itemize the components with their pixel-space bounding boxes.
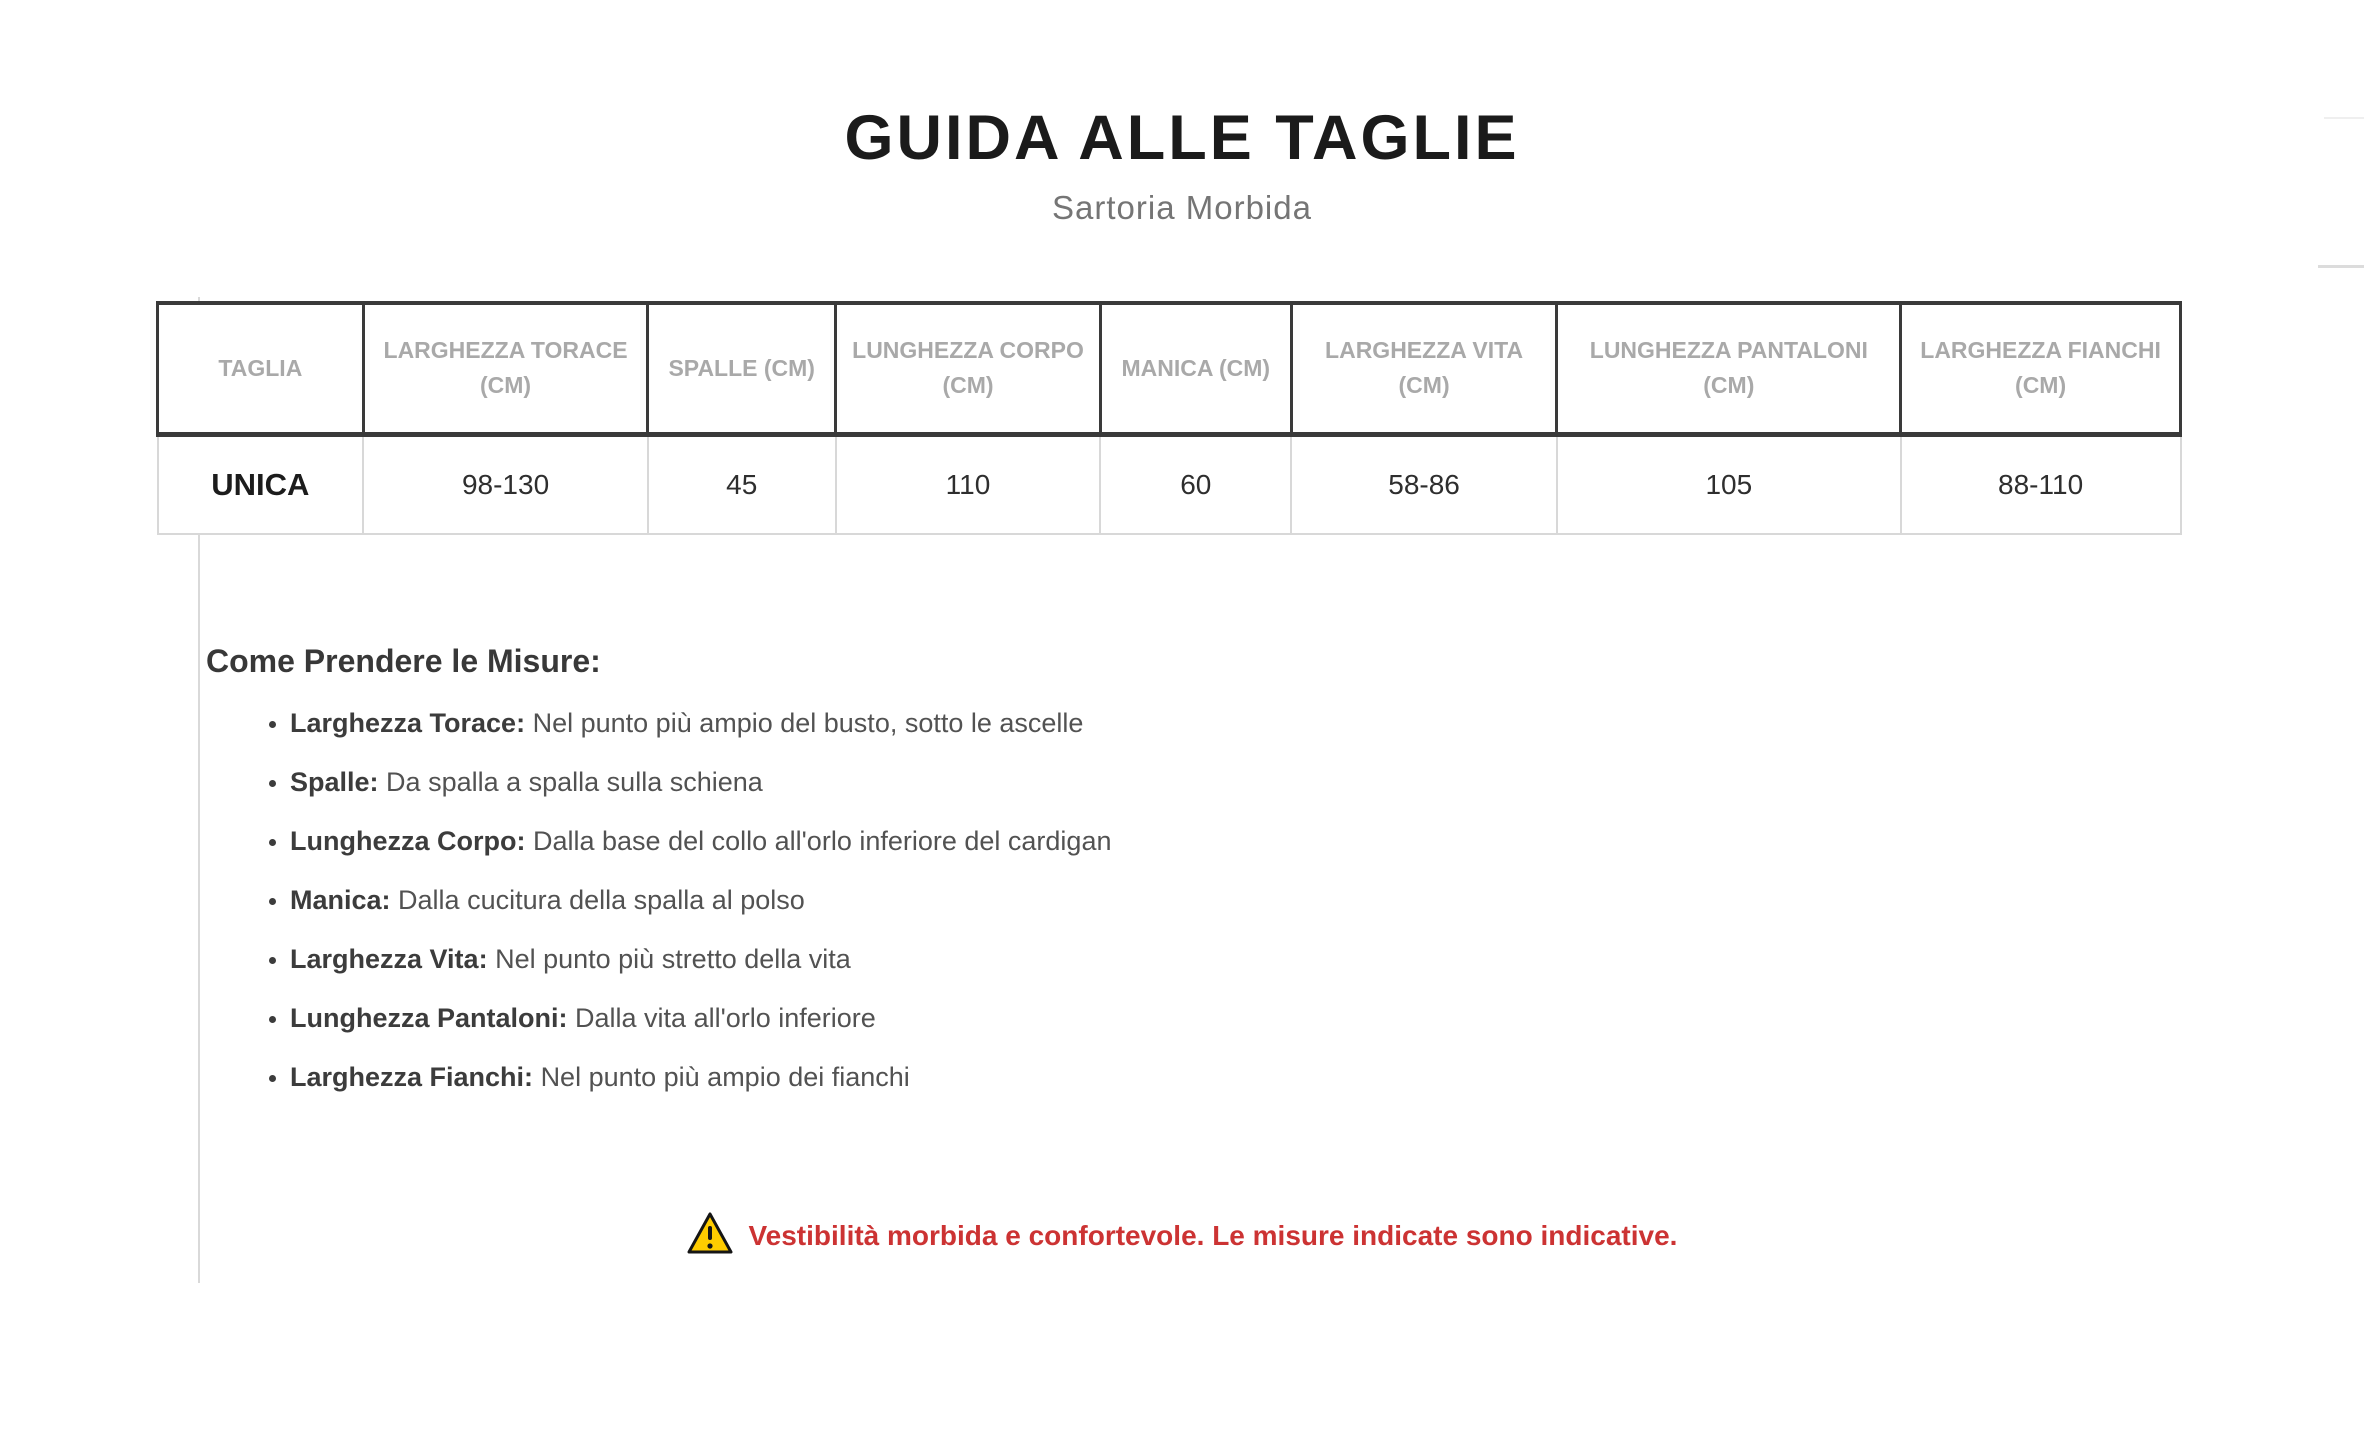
cell-spalle: 45	[648, 434, 836, 534]
column-header-larghezza-torace: LARGHEZZA TORACE (CM)	[363, 303, 648, 434]
measures-list	[156, 706, 2116, 1094]
measure-label: Larghezza Fianchi:	[290, 1062, 534, 1092]
measures-heading: Come Prendere le Misure:	[206, 643, 601, 679]
top-right-rule-fragment	[2318, 265, 2364, 268]
column-header-larghezza-fianchi: LARGHEZZA FIANCHI (CM)	[1901, 303, 2181, 434]
column-header-lunghezza-pantaloni: LUNGHEZZA PANTALONI (CM)	[1557, 303, 1901, 434]
list-item	[290, 1001, 2116, 1035]
cell-lunghezza-pantaloni: 105	[1557, 434, 1901, 534]
table-row	[158, 434, 2181, 534]
table-header-row	[158, 303, 2181, 434]
list-item	[290, 824, 2116, 858]
list-item	[290, 883, 2116, 917]
cell-larghezza-vita: 58-86	[1291, 434, 1557, 534]
cell-larghezza-fianchi: 88-110	[1901, 434, 2181, 534]
measure-description: Dalla base del collo all'orlo inferiore del cardigan	[533, 826, 1112, 856]
warning-triangle-icon	[687, 1212, 733, 1259]
cell-larghezza-torace: 98-130	[363, 434, 648, 534]
measure-description: Dalla cucitura della spalla al polso	[398, 885, 805, 915]
cell-lunghezza-corpo: 110	[836, 434, 1101, 534]
measure-label: Lunghezza Pantaloni:	[290, 1003, 568, 1033]
size-table	[156, 301, 2182, 535]
list-item	[290, 1060, 2116, 1094]
measure-description: Da spalla a spalla sulla schiena	[386, 767, 763, 797]
list-item	[290, 942, 2116, 976]
measure-description: Nel punto più ampio dei fianchi	[540, 1062, 910, 1092]
page-subtitle: Sartoria Morbida	[1052, 189, 1312, 226]
warning-text: Vestibilità morbida e confortevole. Le misure indicate sono indicative.	[748, 1219, 1678, 1251]
fit-warning-note	[0, 1212, 2364, 1259]
cell-manica: 60	[1100, 434, 1291, 534]
measure-description: Dalla vita all'orlo inferiore	[575, 1003, 876, 1033]
measure-description: Nel punto più stretto della vita	[495, 944, 851, 974]
size-table-container	[156, 301, 2182, 535]
column-header-spalle: SPALLE (CM)	[648, 303, 836, 434]
column-header-lunghezza-corpo: LUNGHEZZA CORPO (CM)	[836, 303, 1101, 434]
measure-label: Manica:	[290, 885, 391, 915]
column-header-manica: MANICA (CM)	[1100, 303, 1291, 434]
measure-description: Nel punto più ampio del busto, sotto le ascelle	[532, 708, 1084, 738]
page-title: GUIDA ALLE TAGLIE	[844, 103, 1520, 173]
list-item	[290, 765, 2116, 799]
cell-taglia: UNICA	[158, 434, 364, 534]
page-header	[0, 102, 2364, 228]
column-header-larghezza-vita: LARGHEZZA VITA (CM)	[1291, 303, 1557, 434]
measure-label: Larghezza Vita:	[290, 944, 488, 974]
list-item	[290, 706, 2116, 740]
measure-label: Spalle:	[290, 767, 379, 797]
column-header-taglia: TAGLIA	[158, 303, 364, 434]
measuring-instructions-section	[156, 640, 2116, 1119]
measure-label: Lunghezza Corpo:	[290, 826, 526, 856]
measure-label: Larghezza Torace:	[290, 708, 526, 738]
